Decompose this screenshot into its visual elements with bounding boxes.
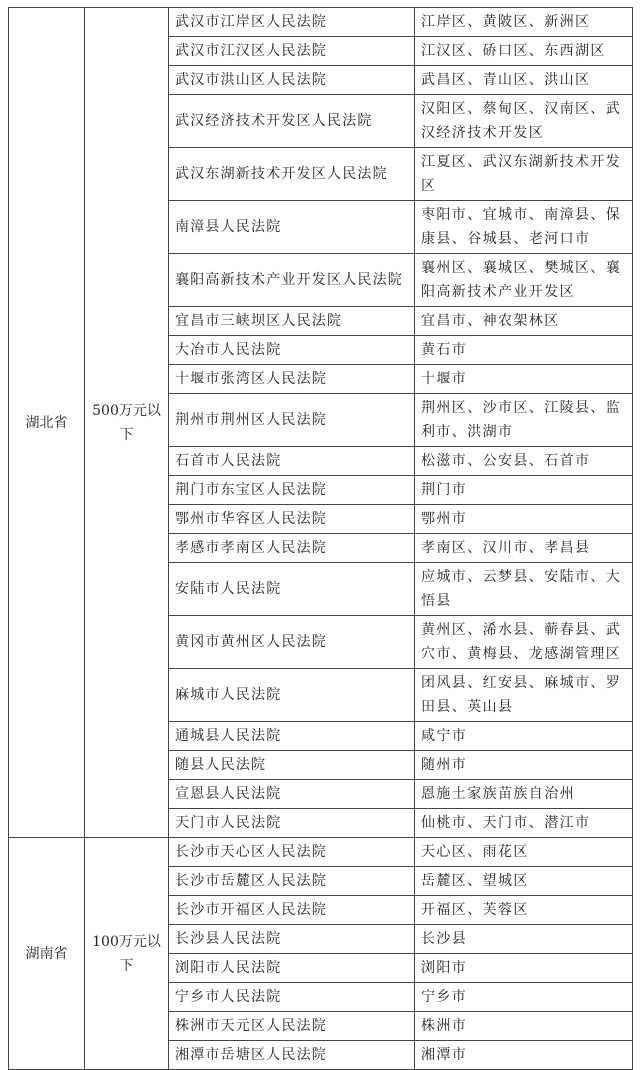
court-name-cell: 浏阳市人民法院 — [169, 954, 415, 983]
province-cell: 湖北省 — [9, 8, 85, 838]
court-name-cell: 武汉东湖新技术开发区人民法院 — [169, 148, 415, 201]
jurisdiction-area-cell: 宜昌市、神农架林区 — [415, 307, 633, 336]
jurisdiction-area-cell: 武昌区、青山区、洪山区 — [415, 66, 633, 95]
court-name-cell: 十堰市张湾区人民法院 — [169, 365, 415, 394]
court-name-cell: 南漳县人民法院 — [169, 201, 415, 254]
jurisdiction-area-cell: 宁乡市 — [415, 983, 633, 1012]
jurisdiction-area-cell: 仙桃市、天门市、潜江市 — [415, 809, 633, 838]
jurisdiction-area-cell: 咸宁市 — [415, 722, 633, 751]
court-name-cell: 长沙市岳麓区人民法院 — [169, 867, 415, 896]
jurisdiction-area-cell: 鄂州市 — [415, 505, 633, 534]
court-name-cell: 宣恩县人民法院 — [169, 780, 415, 809]
jurisdiction-area-cell: 天心区、雨花区 — [415, 838, 633, 867]
jurisdiction-area-cell: 汉阳区、蔡甸区、汉南区、武汉经济技术开发区 — [415, 95, 633, 148]
amount-cell: 500万元以下 — [85, 8, 169, 838]
jurisdiction-area-cell: 湘潭市 — [415, 1041, 633, 1070]
court-jurisdiction-table — [8, 7, 633, 1070]
table-body — [9, 8, 633, 1070]
court-name-cell: 天门市人民法院 — [169, 809, 415, 838]
court-name-cell: 麻城市人民法院 — [169, 669, 415, 722]
jurisdiction-area-cell: 应城市、云梦县、安陆市、大悟县 — [415, 563, 633, 616]
amount-cell: 100万元以下 — [85, 838, 169, 1070]
jurisdiction-area-cell: 江夏区、武汉东湖新技术开发区 — [415, 148, 633, 201]
court-name-cell: 长沙县人民法院 — [169, 925, 415, 954]
court-name-cell: 荆州市荆州区人民法院 — [169, 394, 415, 447]
court-name-cell: 襄阳高新技术产业开发区人民法院 — [169, 254, 415, 307]
jurisdiction-area-cell: 荆州区、沙市区、江陵县、监利市、洪湖市 — [415, 394, 633, 447]
court-name-cell: 武汉市江汉区人民法院 — [169, 37, 415, 66]
court-name-cell: 株洲市天元区人民法院 — [169, 1012, 415, 1041]
court-name-cell: 宁乡市人民法院 — [169, 983, 415, 1012]
jurisdiction-area-cell: 襄州区、襄城区、樊城区、襄阳高新技术产业开发区 — [415, 254, 633, 307]
jurisdiction-area-cell: 株洲市 — [415, 1012, 633, 1041]
court-name-cell: 武汉市江岸区人民法院 — [169, 8, 415, 37]
jurisdiction-area-cell: 十堰市 — [415, 365, 633, 394]
jurisdiction-area-cell: 枣阳市、宜城市、南漳县、保康县、谷城县、老河口市 — [415, 201, 633, 254]
jurisdiction-area-cell: 黄石市 — [415, 336, 633, 365]
table-row — [9, 8, 633, 37]
jurisdiction-area-cell: 长沙县 — [415, 925, 633, 954]
court-name-cell: 宜昌市三峡坝区人民法院 — [169, 307, 415, 336]
court-name-cell: 武汉经济技术开发区人民法院 — [169, 95, 415, 148]
jurisdiction-area-cell: 恩施土家族苗族自治州 — [415, 780, 633, 809]
court-name-cell: 随县人民法院 — [169, 751, 415, 780]
jurisdiction-area-cell: 孝南区、汉川市、孝昌县 — [415, 534, 633, 563]
court-name-cell: 武汉市洪山区人民法院 — [169, 66, 415, 95]
court-name-cell: 鄂州市华容区人民法院 — [169, 505, 415, 534]
jurisdiction-area-cell: 黄州区、浠水县、蕲春县、武穴市、黄梅县、龙感湖管理区 — [415, 616, 633, 669]
jurisdiction-area-cell: 团风县、红安县、麻城市、罗田县、英山县 — [415, 669, 633, 722]
court-name-cell: 孝感市孝南区人民法院 — [169, 534, 415, 563]
jurisdiction-area-cell: 荆门市 — [415, 476, 633, 505]
jurisdiction-area-cell: 浏阳市 — [415, 954, 633, 983]
court-name-cell: 大冶市人民法院 — [169, 336, 415, 365]
court-name-cell: 安陆市人民法院 — [169, 563, 415, 616]
court-name-cell: 通城县人民法院 — [169, 722, 415, 751]
court-name-cell: 黄冈市黄州区人民法院 — [169, 616, 415, 669]
jurisdiction-area-cell: 江汉区、硚口区、东西湖区 — [415, 37, 633, 66]
jurisdiction-area-cell: 随州市 — [415, 751, 633, 780]
table-row — [9, 838, 633, 867]
court-name-cell: 长沙市开福区人民法院 — [169, 896, 415, 925]
court-name-cell: 石首市人民法院 — [169, 447, 415, 476]
province-cell: 湖南省 — [9, 838, 85, 1070]
jurisdiction-area-cell: 岳麓区、望城区 — [415, 867, 633, 896]
court-name-cell: 长沙市天心区人民法院 — [169, 838, 415, 867]
court-name-cell: 湘潭市岳塘区人民法院 — [169, 1041, 415, 1070]
jurisdiction-area-cell: 松滋市、公安县、石首市 — [415, 447, 633, 476]
jurisdiction-area-cell: 开福区、芙蓉区 — [415, 896, 633, 925]
jurisdiction-area-cell: 江岸区、黄陂区、新洲区 — [415, 8, 633, 37]
court-name-cell: 荆门市东宝区人民法院 — [169, 476, 415, 505]
